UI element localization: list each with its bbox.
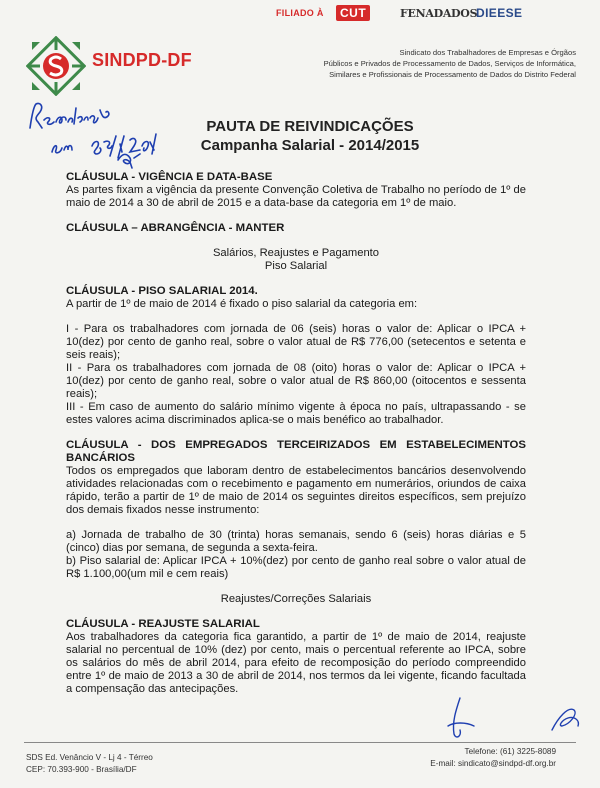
signature-mark [548, 700, 584, 736]
clause-heading: CLÁUSULA – ABRANGÊNCIA - MANTER [66, 222, 285, 234]
footer-address [26, 752, 153, 776]
clause-heading: CLÁUSULA - PISO SALARIAL 2014. [66, 285, 258, 297]
clause-heading: CLÁUSULA - DOS EMPREGADOS TERCEIRIZADOS EM ESTABELECIMENTOS BANCÁRIOS [66, 439, 526, 464]
address-line: CEP: 70.393-900 - Brasília/DF [26, 765, 137, 774]
clause-item: b) Piso salarial de: Aplicar IPCA + 10%(dez) por cento de ganho real sobre o valor atual de R$ 1.100,00(um mil e cem reais) [66, 555, 526, 580]
address-line: SDS Ed. Venâncio V - Lj 4 - Térreo [26, 753, 153, 762]
clause-text: Todos os empregados que laboram dentro de estabelecimentos bancários desenvolvendo atividades relacionadas com o recebimento e pagamento em numerários, oriundos de caixa rápido, terão a partir de 1º de maio de 2014 os seguintes direitos específicos, sem prejuízo dos demais fixados nesse instrumento: [66, 465, 526, 516]
clause-text: A partir de 1º de maio de 2014 é fixado o piso salarial da categoria em: [66, 298, 418, 310]
dieese-logo: DIEESE [476, 6, 523, 20]
union-description [300, 47, 576, 80]
union-description-line: Públicos e Privados de Processamento de Dados, Serviços de Informática, [323, 59, 576, 68]
footer-contact [430, 746, 556, 770]
clause-text: Aos trabalhadores da categoria fica garantido, a partir de 1º de maio de 2014, reajuste salarial no percentual de 10% (dez) por cento, mais o percentual referente ao IPCA, sobre os salários do mês de abril 2014, para efeito de recomposição do período compreendido entre 1º de maio de 2013 a 30 de abril de 2014, nos termos da lei vigente, ficando facultada a compensação das antecipações. [66, 631, 526, 695]
document-subtitle: Campanha Salarial - 2014/2015 [200, 137, 420, 154]
clause-text: As partes fixam a vigência da presente Convenção Coletiva de Trabalho no período de 1º de maio de 2014 a 30 de abril de 2015 e a data-base da categoria em 1º de maio. [66, 184, 526, 209]
affiliation-strip [276, 4, 576, 22]
signature-mark [440, 696, 480, 744]
cut-logo: CUT [336, 5, 370, 21]
affiliation-label: FILIADO À [276, 8, 324, 18]
union-description-line: Sindicato dos Trabalhadores de Empresas e Órgãos [399, 48, 576, 57]
brand-name: SINDPD-DF [92, 50, 192, 70]
fenadados-logo: FENADADOS [400, 7, 478, 20]
document-body [66, 171, 526, 696]
sindpd-logo-icon [26, 36, 86, 96]
phone-text: Telefone: (61) 3225-8089 [464, 747, 556, 756]
email-text: E-mail: sindicato@sindpd-df.org.br [430, 759, 556, 768]
document-title: PAUTA DE REIVINDICAÇÕES [206, 118, 414, 135]
clause-heading: CLÁUSULA - VIGÊNCIA E DATA-BASE [66, 171, 273, 183]
section-heading: Piso Salarial [264, 260, 328, 272]
footer-divider [24, 742, 576, 743]
clause-item: III - Em caso de aumento do salário mínimo vigente à época no país, ultrapassando - se estes valores acima discriminados aplica-se o mais benéfico ao trabalhador. [66, 401, 526, 426]
union-description-line: Similares e Profissionais de Processamento de Dados do Distrito Federal [329, 70, 576, 79]
clause-item: II - Para os trabalhadores com jornada de 08 (oito) horas o valor de: Aplicar o IPCA + 10(dez) por cento de ganho real, sobre o valor atual de R$ 860,00 (oitocentos e sessenta reais); [66, 362, 526, 400]
clause-item: I - Para os trabalhadores com jornada de 06 (seis) horas o valor de: Aplicar o IPCA + 10(dez) por cento de ganho real, sobre o valor atual de R$ 776,00 (setecentos e setenta e seis reais); [66, 323, 526, 361]
clause-heading: CLÁUSULA - REAJUSTE SALARIAL [66, 618, 260, 630]
clause-item: a) Jornada de trabalho de 30 (trinta) horas semanais, sendo 6 (seis) horas diárias e 5 (cinco) dias por semana, de segunda a sexta-feira. [66, 529, 526, 554]
section-heading: Reajustes/Correções Salariais [220, 593, 372, 605]
section-heading: Salários, Reajustes e Pagamento [212, 247, 380, 259]
